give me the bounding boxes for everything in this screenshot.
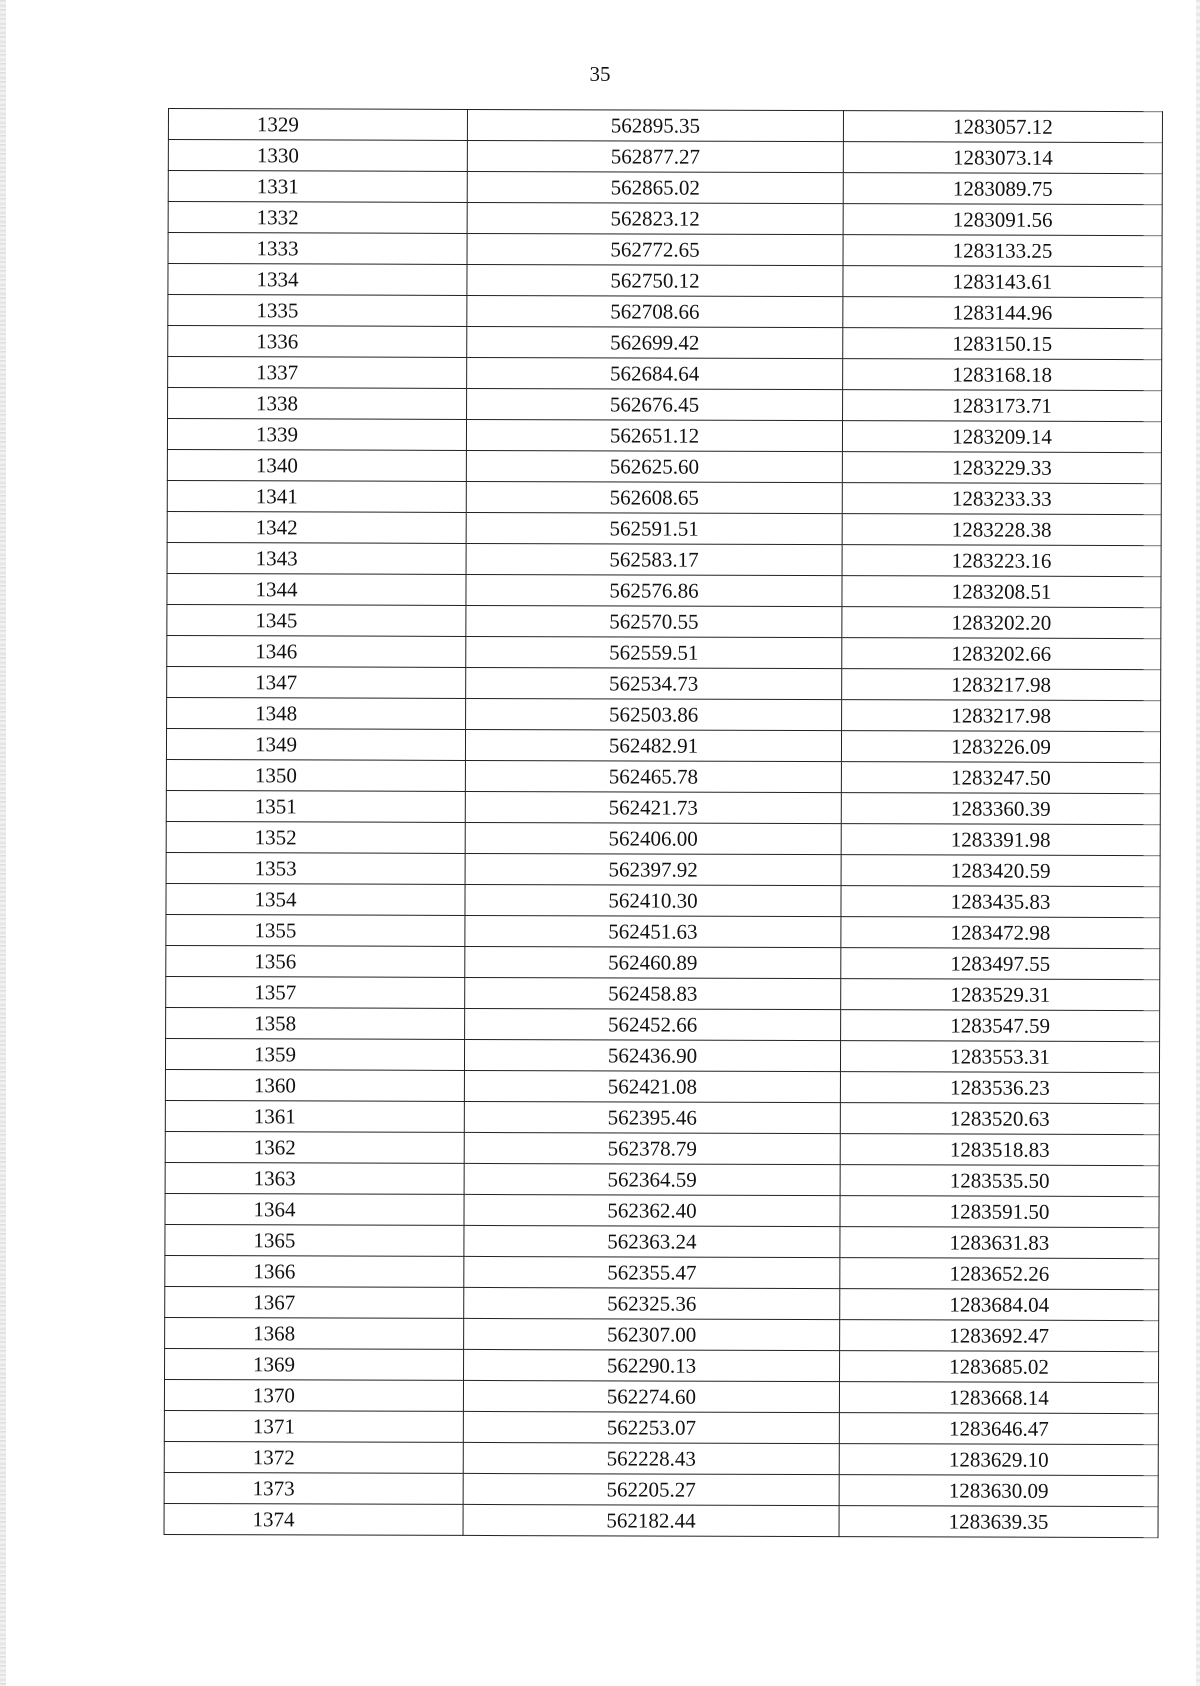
point-number-cell: 1355 <box>166 914 465 946</box>
y-coordinate-cell: 1283168.18 <box>843 359 1162 391</box>
point-number-cell: 1333 <box>168 233 467 265</box>
table-row <box>167 419 1161 453</box>
point-number-cell: 1344 <box>167 573 466 605</box>
y-coordinate-cell: 1283692.47 <box>840 1320 1159 1352</box>
x-coordinate-cell: 562583.17 <box>466 543 842 575</box>
y-coordinate-cell: 1283472.98 <box>841 917 1160 949</box>
y-coordinate-cell: 1283144.96 <box>843 297 1162 329</box>
point-number-cell: 1330 <box>168 140 467 172</box>
x-coordinate-cell: 562421.73 <box>465 791 841 823</box>
x-coordinate-cell: 562397.92 <box>465 853 841 885</box>
x-coordinate-cell: 562772.65 <box>467 233 843 265</box>
y-coordinate-cell: 1283202.66 <box>842 638 1161 670</box>
x-coordinate-cell: 562708.66 <box>467 295 843 327</box>
y-coordinate-cell: 1283629.10 <box>839 1444 1158 1476</box>
point-number-cell: 1369 <box>165 1348 464 1380</box>
table-row <box>167 511 1161 545</box>
y-coordinate-cell: 1283652.26 <box>840 1258 1159 1290</box>
table-row <box>165 1100 1159 1134</box>
point-number-cell: 1366 <box>165 1255 464 1287</box>
x-coordinate-cell: 562676.45 <box>467 388 843 420</box>
y-coordinate-cell: 1283133.25 <box>843 235 1162 267</box>
table-row <box>165 1162 1159 1196</box>
point-number-cell: 1335 <box>168 295 467 327</box>
point-number-cell: 1371 <box>164 1410 463 1442</box>
x-coordinate-cell: 562591.51 <box>466 512 842 544</box>
y-coordinate-cell: 1283646.47 <box>839 1413 1158 1445</box>
table-row <box>168 140 1162 174</box>
scan-edge-left <box>0 0 6 1686</box>
point-number-cell: 1370 <box>164 1379 463 1411</box>
table-row <box>168 202 1162 236</box>
x-coordinate-cell: 562421.08 <box>464 1070 840 1102</box>
y-coordinate-cell: 1283091.56 <box>843 204 1162 236</box>
y-coordinate-cell: 1283150.15 <box>843 328 1162 360</box>
x-coordinate-cell: 562362.40 <box>464 1194 840 1226</box>
y-coordinate-cell: 1283684.04 <box>840 1289 1159 1321</box>
x-coordinate-cell: 562452.66 <box>465 1008 841 1040</box>
x-coordinate-cell: 562823.12 <box>467 202 843 234</box>
point-number-cell: 1341 <box>167 480 466 512</box>
x-coordinate-cell: 562205.27 <box>463 1473 839 1505</box>
x-coordinate-cell: 562460.89 <box>465 946 841 978</box>
y-coordinate-cell: 1283229.33 <box>842 452 1161 484</box>
y-coordinate-cell: 1283685.02 <box>840 1351 1159 1383</box>
table-row <box>165 1193 1159 1227</box>
point-number-cell: 1348 <box>167 697 466 729</box>
y-coordinate-cell: 1283073.14 <box>843 142 1162 174</box>
table-row <box>167 635 1161 669</box>
point-number-cell: 1358 <box>166 1007 465 1039</box>
table-row <box>166 790 1160 824</box>
x-coordinate-cell: 562877.27 <box>467 140 843 172</box>
x-coordinate-cell: 562651.12 <box>466 419 842 451</box>
y-coordinate-cell: 1283057.12 <box>843 111 1162 143</box>
y-coordinate-cell: 1283520.63 <box>840 1103 1159 1135</box>
table-row <box>166 976 1160 1010</box>
table-row <box>165 1255 1159 1289</box>
point-number-cell: 1346 <box>167 635 466 667</box>
table-row <box>166 728 1160 762</box>
point-number-cell: 1374 <box>164 1503 463 1535</box>
point-number-cell: 1361 <box>165 1100 464 1132</box>
table-row <box>168 264 1162 298</box>
x-coordinate-cell: 562534.73 <box>466 667 842 699</box>
table-row <box>165 1038 1159 1072</box>
y-coordinate-cell: 1283553.31 <box>840 1041 1159 1073</box>
y-coordinate-cell: 1283209.14 <box>842 421 1161 453</box>
table-row <box>165 1286 1159 1320</box>
table-row <box>168 233 1162 267</box>
table-row <box>166 883 1160 917</box>
point-number-cell: 1347 <box>167 666 466 698</box>
table-row <box>164 1410 1158 1444</box>
x-coordinate-cell: 562625.60 <box>466 450 842 482</box>
point-number-cell: 1360 <box>165 1069 464 1101</box>
point-number-cell: 1334 <box>168 264 467 296</box>
table-row <box>167 573 1161 607</box>
point-number-cell: 1350 <box>166 759 465 791</box>
x-coordinate-cell: 562865.02 <box>467 171 843 203</box>
table-row <box>165 1131 1159 1165</box>
table-row <box>168 171 1162 205</box>
x-coordinate-cell: 562228.43 <box>463 1442 839 1474</box>
point-number-cell: 1331 <box>168 171 467 203</box>
point-number-cell: 1364 <box>165 1193 464 1225</box>
x-coordinate-cell: 562363.24 <box>464 1225 840 1257</box>
x-coordinate-cell: 562750.12 <box>467 264 843 296</box>
point-number-cell: 1332 <box>168 202 467 234</box>
point-number-cell: 1340 <box>167 449 466 481</box>
x-coordinate-cell: 562458.83 <box>465 977 841 1009</box>
point-number-cell: 1373 <box>164 1472 463 1504</box>
point-number-cell: 1356 <box>166 945 465 977</box>
y-coordinate-cell: 1283535.50 <box>840 1165 1159 1197</box>
x-coordinate-cell: 562503.86 <box>466 698 842 730</box>
coordinates-table-container <box>164 108 1163 1538</box>
table-row <box>165 1317 1159 1351</box>
point-number-cell: 1353 <box>166 852 465 884</box>
point-number-cell: 1343 <box>167 542 466 574</box>
x-coordinate-cell: 562576.86 <box>466 574 842 606</box>
table-row <box>164 1379 1158 1413</box>
y-coordinate-cell: 1283630.09 <box>839 1475 1158 1507</box>
point-number-cell: 1342 <box>167 511 466 543</box>
x-coordinate-cell: 562895.35 <box>467 109 843 141</box>
point-number-cell: 1368 <box>165 1317 464 1349</box>
x-coordinate-cell: 562253.07 <box>463 1411 839 1443</box>
table-row <box>165 1224 1159 1258</box>
y-coordinate-cell: 1283233.33 <box>842 483 1161 515</box>
table-row <box>167 697 1161 731</box>
y-coordinate-cell: 1283497.55 <box>841 948 1160 980</box>
y-coordinate-cell: 1283173.71 <box>843 390 1162 422</box>
x-coordinate-cell: 562608.65 <box>466 481 842 513</box>
y-coordinate-cell: 1283223.16 <box>842 545 1161 577</box>
point-number-cell: 1339 <box>167 419 466 451</box>
point-number-cell: 1372 <box>164 1441 463 1473</box>
x-coordinate-cell: 562570.55 <box>466 605 842 637</box>
x-coordinate-cell: 562465.78 <box>465 760 841 792</box>
table-row <box>165 1348 1159 1382</box>
table-row <box>168 326 1162 360</box>
x-coordinate-cell: 562325.36 <box>464 1287 840 1319</box>
x-coordinate-cell: 562451.63 <box>465 915 841 947</box>
x-coordinate-cell: 562307.00 <box>464 1318 840 1350</box>
y-coordinate-cell: 1283536.23 <box>840 1072 1159 1104</box>
x-coordinate-cell: 562378.79 <box>464 1132 840 1164</box>
point-number-cell: 1349 <box>166 728 465 760</box>
y-coordinate-cell: 1283226.09 <box>841 731 1160 763</box>
table-row <box>164 1472 1158 1506</box>
x-coordinate-cell: 562410.30 <box>465 884 841 916</box>
table-row <box>168 295 1162 329</box>
y-coordinate-cell: 1283547.59 <box>841 1010 1160 1042</box>
table-row <box>167 542 1161 576</box>
y-coordinate-cell: 1283217.98 <box>842 669 1161 701</box>
table-row <box>167 604 1161 638</box>
coordinates-table-body <box>164 109 1162 1538</box>
point-number-cell: 1359 <box>165 1038 464 1070</box>
table-row <box>167 449 1161 483</box>
x-coordinate-cell: 562482.91 <box>465 729 841 761</box>
point-number-cell: 1351 <box>166 790 465 822</box>
y-coordinate-cell: 1283631.83 <box>840 1227 1159 1259</box>
y-coordinate-cell: 1283217.98 <box>842 700 1161 732</box>
x-coordinate-cell: 562395.46 <box>464 1101 840 1133</box>
y-coordinate-cell: 1283420.59 <box>841 855 1160 887</box>
table-row <box>166 759 1160 793</box>
y-coordinate-cell: 1283668.14 <box>839 1382 1158 1414</box>
y-coordinate-cell: 1283360.39 <box>841 793 1160 825</box>
y-coordinate-cell: 1283591.50 <box>840 1196 1159 1228</box>
table-row <box>166 821 1160 855</box>
table-row <box>164 1441 1158 1475</box>
point-number-cell: 1337 <box>168 357 467 389</box>
y-coordinate-cell: 1283529.31 <box>841 979 1160 1011</box>
point-number-cell: 1357 <box>166 976 465 1008</box>
x-coordinate-cell: 562364.59 <box>464 1163 840 1195</box>
y-coordinate-cell: 1283639.35 <box>839 1506 1158 1538</box>
table-row <box>164 1503 1158 1537</box>
point-number-cell: 1354 <box>166 883 465 915</box>
table-row <box>168 388 1162 422</box>
table-row <box>168 109 1162 143</box>
table-row <box>166 852 1160 886</box>
page-number: 35 <box>589 62 611 86</box>
point-number-cell: 1345 <box>167 604 466 636</box>
point-number-cell: 1329 <box>168 109 467 141</box>
table-row <box>166 1007 1160 1041</box>
x-coordinate-cell: 562182.44 <box>463 1504 839 1536</box>
x-coordinate-cell: 562436.90 <box>464 1039 840 1071</box>
y-coordinate-cell: 1283089.75 <box>843 173 1162 205</box>
scan-edge-right <box>1196 0 1200 1686</box>
x-coordinate-cell: 562290.13 <box>464 1349 840 1381</box>
y-coordinate-cell: 1283143.61 <box>843 266 1162 298</box>
point-number-cell: 1336 <box>168 326 467 358</box>
y-coordinate-cell: 1283247.50 <box>841 762 1160 794</box>
x-coordinate-cell: 562559.51 <box>466 636 842 668</box>
point-number-cell: 1352 <box>166 821 465 853</box>
point-number-cell: 1338 <box>168 388 467 420</box>
x-coordinate-cell: 562406.00 <box>465 822 841 854</box>
table-row <box>166 945 1160 979</box>
y-coordinate-cell: 1283435.83 <box>841 886 1160 918</box>
x-coordinate-cell: 562684.64 <box>467 357 843 389</box>
y-coordinate-cell: 1283228.38 <box>842 514 1161 546</box>
table-row <box>168 357 1162 391</box>
y-coordinate-cell: 1283518.83 <box>840 1134 1159 1166</box>
table-row <box>165 1069 1159 1103</box>
point-number-cell: 1365 <box>165 1224 464 1256</box>
y-coordinate-cell: 1283208.51 <box>842 576 1161 608</box>
point-number-cell: 1363 <box>165 1162 464 1194</box>
point-number-cell: 1362 <box>165 1131 464 1163</box>
x-coordinate-cell: 562274.60 <box>463 1380 839 1412</box>
y-coordinate-cell: 1283391.98 <box>841 824 1160 856</box>
x-coordinate-cell: 562699.42 <box>467 326 843 358</box>
point-number-cell: 1367 <box>165 1286 464 1318</box>
table-row <box>166 914 1160 948</box>
y-coordinate-cell: 1283202.20 <box>842 607 1161 639</box>
table-row <box>167 480 1161 514</box>
table-row <box>167 666 1161 700</box>
coordinates-table <box>164 108 1163 1538</box>
x-coordinate-cell: 562355.47 <box>464 1256 840 1288</box>
